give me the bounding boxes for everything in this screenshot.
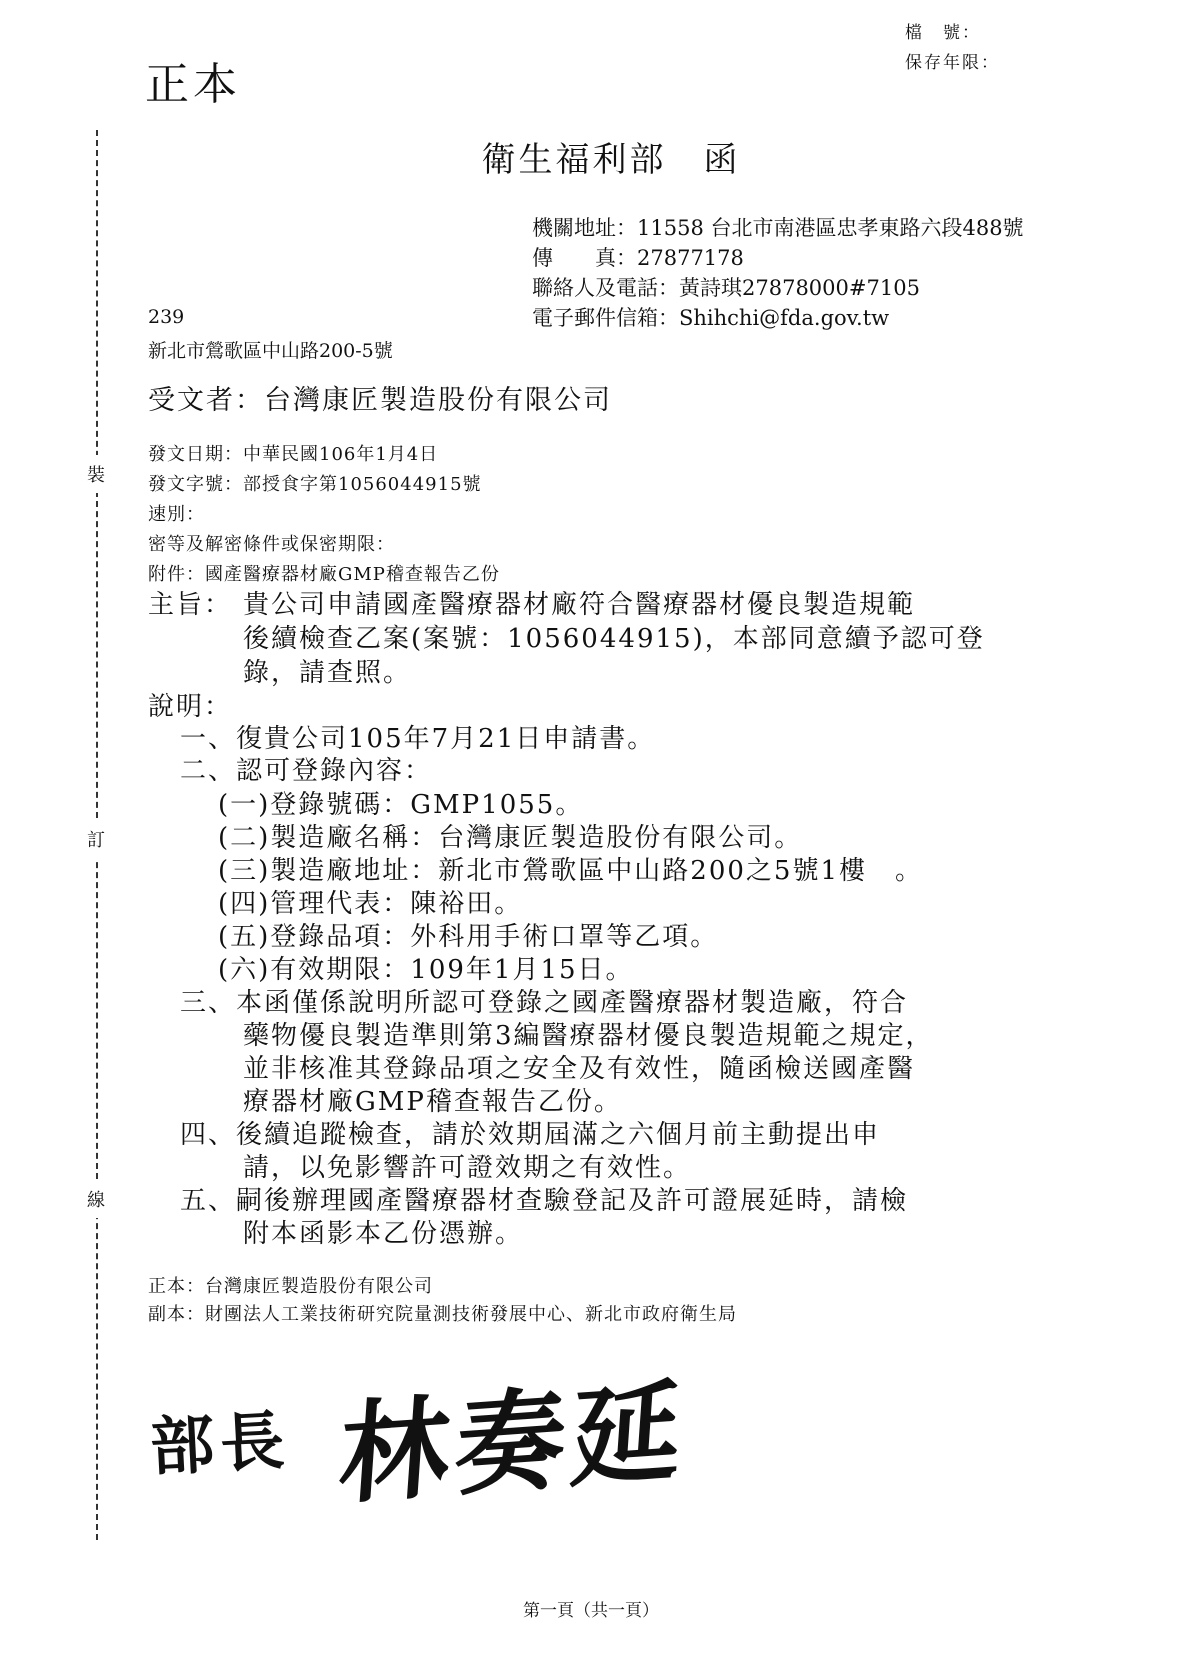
document-number: 發文字號：部授食字第1056044915號 <box>148 474 482 495</box>
signature-name: 林奏延 <box>335 1366 692 1520</box>
secrecy-level: 密等及解密條件或保密期限： <box>148 534 395 555</box>
subject-line: 貴公司申請國產醫療器材廠符合醫療器材優良製造規範 <box>243 590 916 620</box>
explanation-item-5: 五、嗣後辦理國產醫療器材查驗登記及許可證展延時，請檢 <box>180 1186 909 1216</box>
explanation-item-3-line: 藥物優良製造準則第3編醫療器材優良製造規範之規定， <box>243 1021 934 1051</box>
explanation-item-3-line: 療器材廠GMP稽查報告乙份。 <box>243 1087 622 1117</box>
sender-contact: 聯絡人及電話：黃詩琪27878000#7105 <box>532 276 920 300</box>
retention-period-label: 保存年限： <box>905 53 1000 73</box>
recipient: 受文者：台灣康匠製造股份有限公司 <box>148 385 612 416</box>
sender-address: 機關地址：11558 台北市南港區忠孝東路六段488號 <box>532 216 1024 240</box>
registration-sub-item: (一)登錄號碼：GMP1055。 <box>218 790 584 820</box>
sender-email: 電子郵件信箱：Shihchi@fda.gov.tw <box>532 306 890 330</box>
distribution-original: 正本：台灣康匠製造股份有限公司 <box>148 1276 433 1297</box>
binding-mark-zhuang: 裝 <box>82 455 110 493</box>
original-copy-mark: 正本 <box>145 59 241 110</box>
archive-number-label: 檔 號： <box>905 23 981 43</box>
signature-title: 部長 <box>148 1403 293 1486</box>
subject-label: 主旨： <box>148 590 233 620</box>
recipient-postal-code: 239 <box>148 306 185 328</box>
registration-sub-item: (六)有效期限：109年1月15日。 <box>218 955 634 985</box>
registration-sub-item: (三)製造廠地址：新北市鶯歌區中山路200之5號1樓 。 <box>218 856 923 886</box>
sender-fax: 傳 真：27877178 <box>532 246 744 270</box>
explanation-item-4-line: 請，以免影響許可證效期之有效性。 <box>243 1153 692 1183</box>
subject-line: 後續檢查乙案(案號：1056044915)，本部同意續予認可登 <box>243 624 985 654</box>
binding-mark-ding: 訂 <box>82 820 110 858</box>
page-number: 第一頁（共一頁） <box>523 1601 659 1621</box>
registration-sub-item: (二)製造廠名稱：台灣康匠製造股份有限公司。 <box>218 823 803 853</box>
issue-date: 發文日期：中華民國106年1月4日 <box>148 444 439 465</box>
explanation-item-3: 三、本函僅係說明所認可登錄之國產醫療器材製造廠，符合 <box>180 988 909 1018</box>
binding-mark-xian: 線 <box>82 1180 110 1218</box>
registration-sub-item: (五)登錄品項：外科用手術口罩等乙項。 <box>218 922 719 952</box>
subject-line: 錄，請查照。 <box>243 658 412 688</box>
explanation-item-1: 一、復貴公司105年7月21日申請書。 <box>180 724 656 754</box>
speed-class: 速別： <box>148 504 205 525</box>
recipient-address: 新北市鶯歌區中山路200-5號 <box>148 340 393 362</box>
distribution-copy: 副本：財團法人工業技術研究院量測技術發展中心、新北市政府衛生局 <box>148 1304 737 1325</box>
explanation-item-4: 四、後續追蹤檢查，請於效期屆滿之六個月前主動提出申 <box>180 1120 881 1150</box>
agency-title: 衛生福利部 函 <box>481 140 741 180</box>
minister-signature <box>150 1345 770 1545</box>
attachment: 附件：國產醫療器材廠GMP稽查報告乙份 <box>148 564 500 585</box>
explanation-item-3-line: 並非核准其登錄品項之安全及有效性，隨函檢送國產醫 <box>243 1054 916 1084</box>
explanation-item-5-line: 附本函影本乙份憑辦。 <box>243 1219 524 1249</box>
explanation-item-2: 二、認可登錄內容： <box>180 756 433 786</box>
explanation-label: 說明： <box>148 692 233 722</box>
registration-sub-item: (四)管理代表：陳裕田。 <box>218 889 523 919</box>
